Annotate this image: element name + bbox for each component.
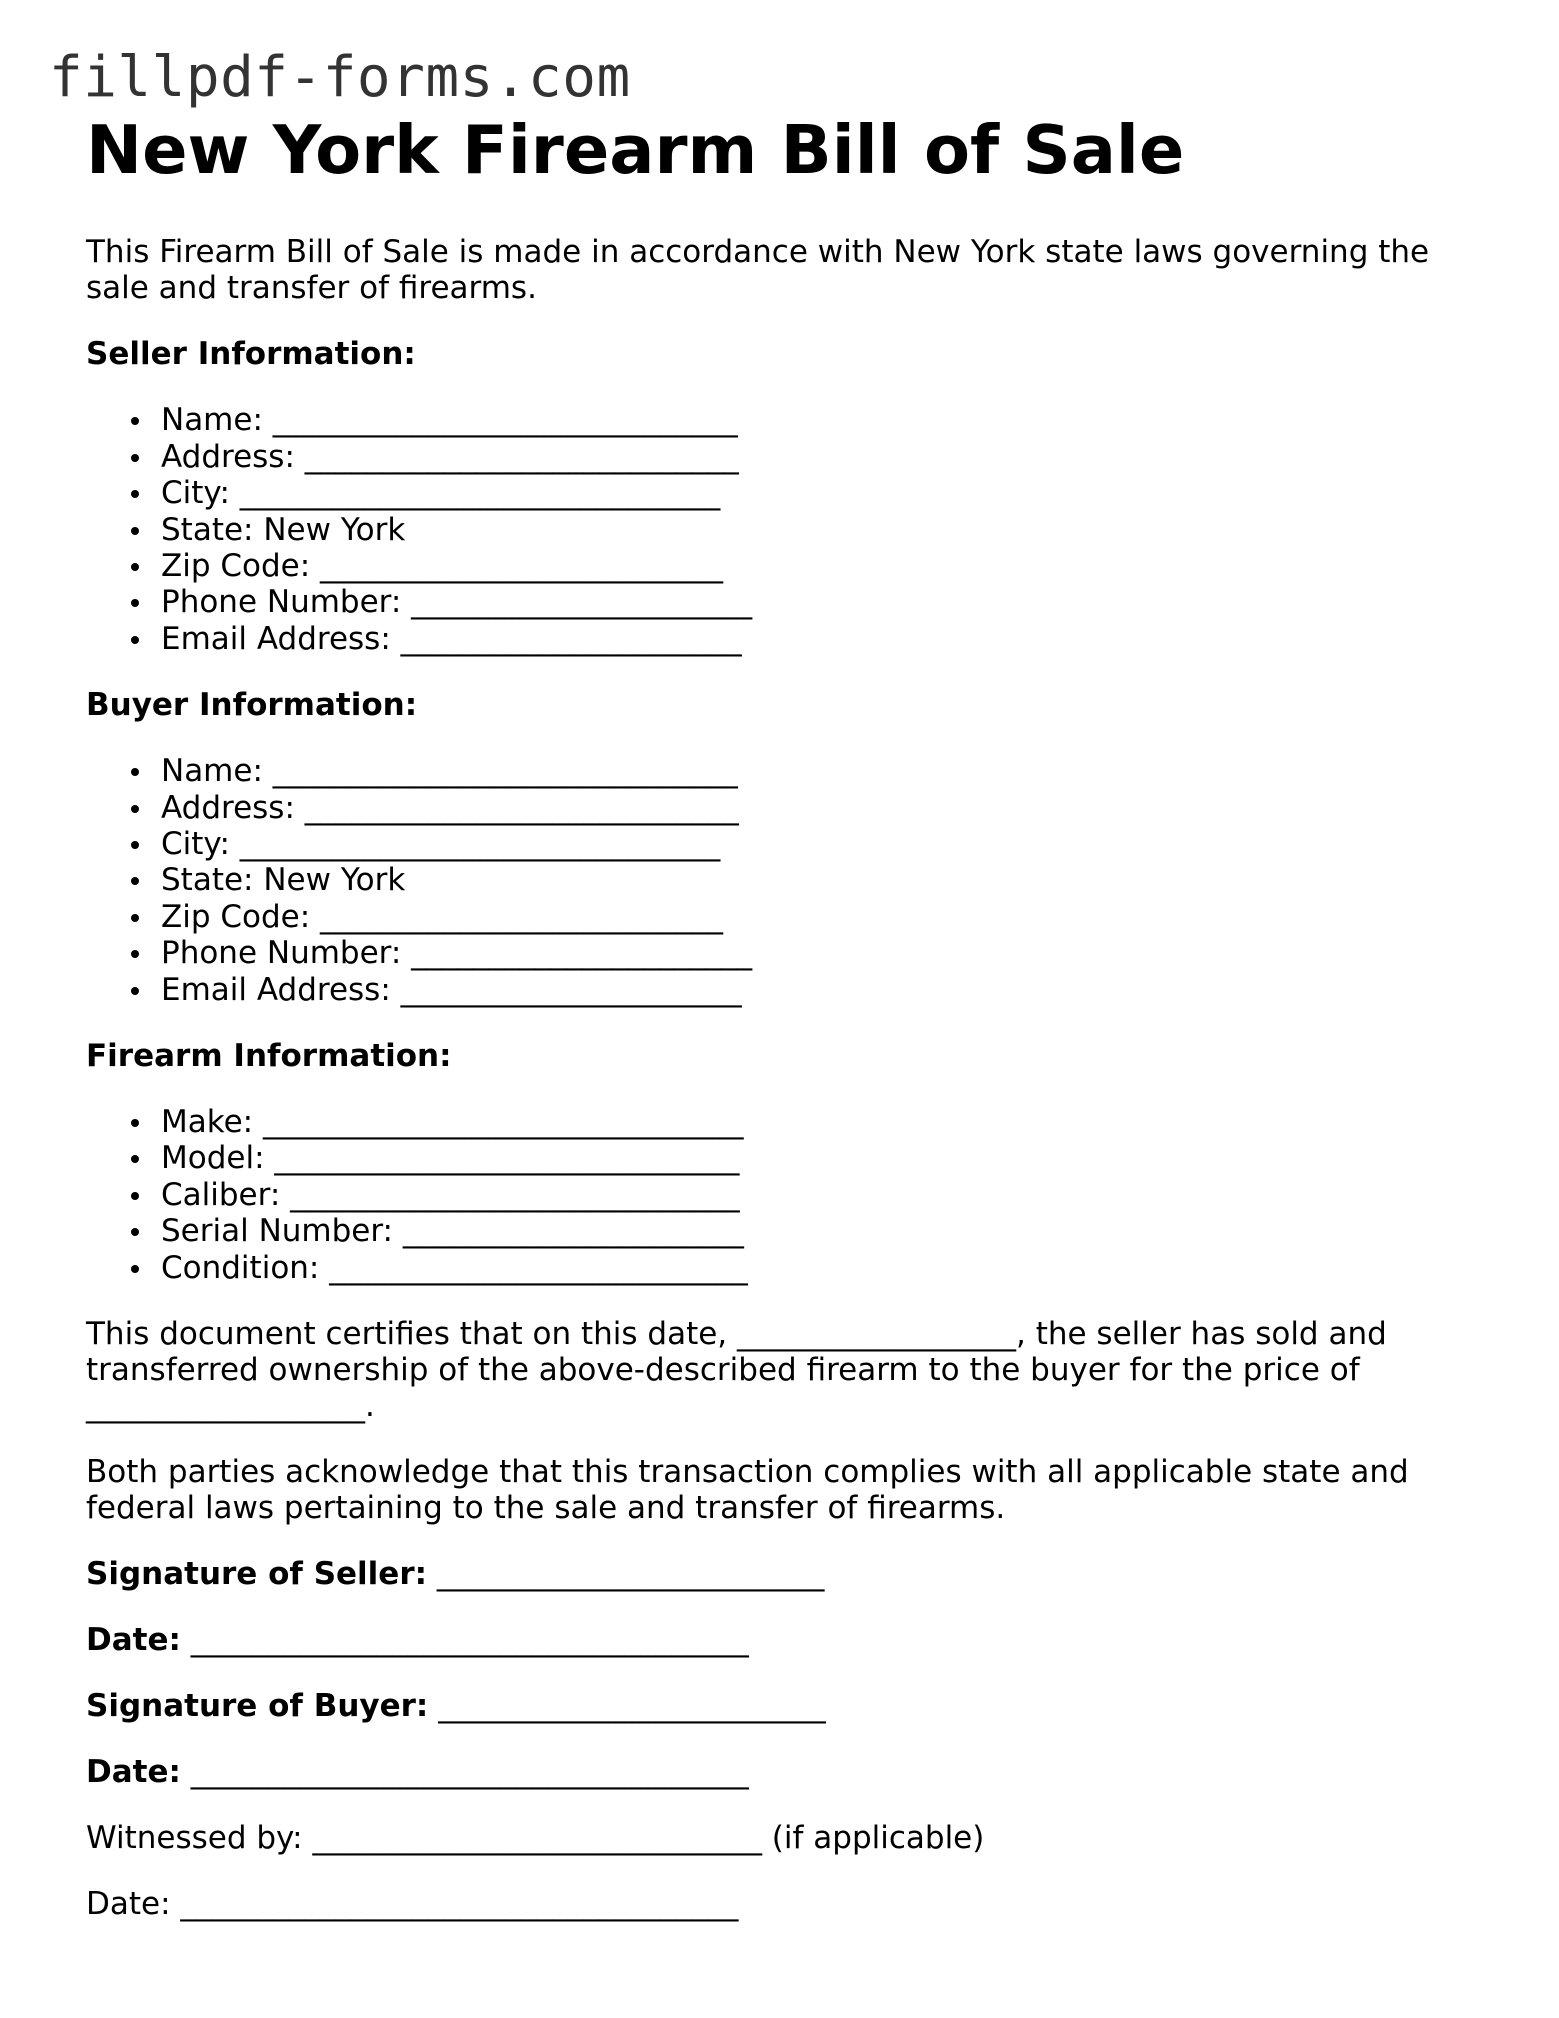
seller-zip-field[interactable]: Zip Code: __________________________ [161,548,1486,584]
seller-date-label: Date: [86,1622,181,1659]
buyer-heading: Buyer Information: [86,687,418,724]
seller-signature-line[interactable] [86,1556,1486,1592]
witness-label: Witnessed by: [86,1820,303,1857]
firearm-caliber-field[interactable]: Caliber: _____________________________ [161,1177,1486,1213]
acknowledgement-paragraph: Both parties acknowledge that this transaction complies with all applicable state and federal laws pertaining to the sale and transfer of firearms. [86,1454,1409,1527]
watermark: fillpdf-forms.com [49,45,631,110]
seller-date-line[interactable] [86,1622,1486,1658]
seller-fields-list [86,402,1486,657]
witness-date-blank[interactable]: ____________________________________ [180,1886,739,1923]
buyer-fields-list [86,753,1486,1008]
buyer-date-label: Date: [86,1754,181,1791]
buyer-date-blank[interactable]: ____________________________________ [190,1754,749,1791]
firearm-heading: Firearm Information: [86,1038,452,1075]
witness-note: (if applicable) [771,1820,985,1857]
seller-signature-blank[interactable]: _________________________ [436,1556,825,1593]
buyer-email-field[interactable]: Email Address: ______________________ [161,972,1486,1008]
certification-paragraph[interactable]: This document certifies that on this date, __________________, the seller has sold and transferred ownership of the above-described firearm to the buyer for the price of __________________. [86,1316,1387,1425]
buyer-date-line[interactable] [86,1754,1486,1790]
firearm-model-field[interactable]: Model: ______________________________ [161,1140,1486,1176]
firearm-serial-field[interactable]: Serial Number: ______________________ [161,1213,1486,1249]
seller-signature-label: Signature of Seller: [86,1556,428,1593]
buyer-signature-blank[interactable]: _________________________ [438,1688,826,1725]
buyer-signature-line[interactable] [86,1688,1486,1724]
buyer-state-field: State: New York [161,862,1486,898]
document-page [86,110,1486,1922]
seller-name-field[interactable]: Name: ______________________________ [161,402,1486,438]
witness-blank[interactable]: _____________________________ [312,1820,762,1857]
buyer-address-field[interactable]: Address: ____________________________ [161,790,1486,826]
witness-date-line[interactable] [86,1886,1486,1922]
firearm-make-field[interactable]: Make: _______________________________ [161,1104,1486,1140]
seller-phone-field[interactable]: Phone Number: ______________________ [161,584,1486,620]
seller-state-field: State: New York [161,512,1486,548]
buyer-city-field[interactable]: City: _______________________________ [161,826,1486,862]
seller-city-field[interactable]: City: _______________________________ [161,475,1486,511]
firearm-condition-field[interactable]: Condition: ___________________________ [161,1250,1486,1286]
buyer-zip-field[interactable]: Zip Code: __________________________ [161,899,1486,935]
page-title: New York Firearm Bill of Sale [86,111,1185,189]
seller-date-blank[interactable]: ____________________________________ [190,1622,749,1659]
seller-address-field[interactable]: Address: ____________________________ [161,439,1486,475]
buyer-phone-field[interactable]: Phone Number: ______________________ [161,935,1486,971]
seller-email-field[interactable]: Email Address: ______________________ [161,621,1486,657]
seller-heading: Seller Information: [86,336,416,373]
witness-line[interactable] [86,1820,1486,1856]
intro-paragraph: This Firearm Bill of Sale is made in accordance with New York state laws governing the sale and transfer of firearms. [86,234,1430,307]
firearm-fields-list [86,1104,1486,1286]
buyer-name-field[interactable]: Name: ______________________________ [161,753,1486,789]
witness-date-label: Date: [86,1886,171,1923]
buyer-signature-label: Signature of Buyer: [86,1688,429,1725]
